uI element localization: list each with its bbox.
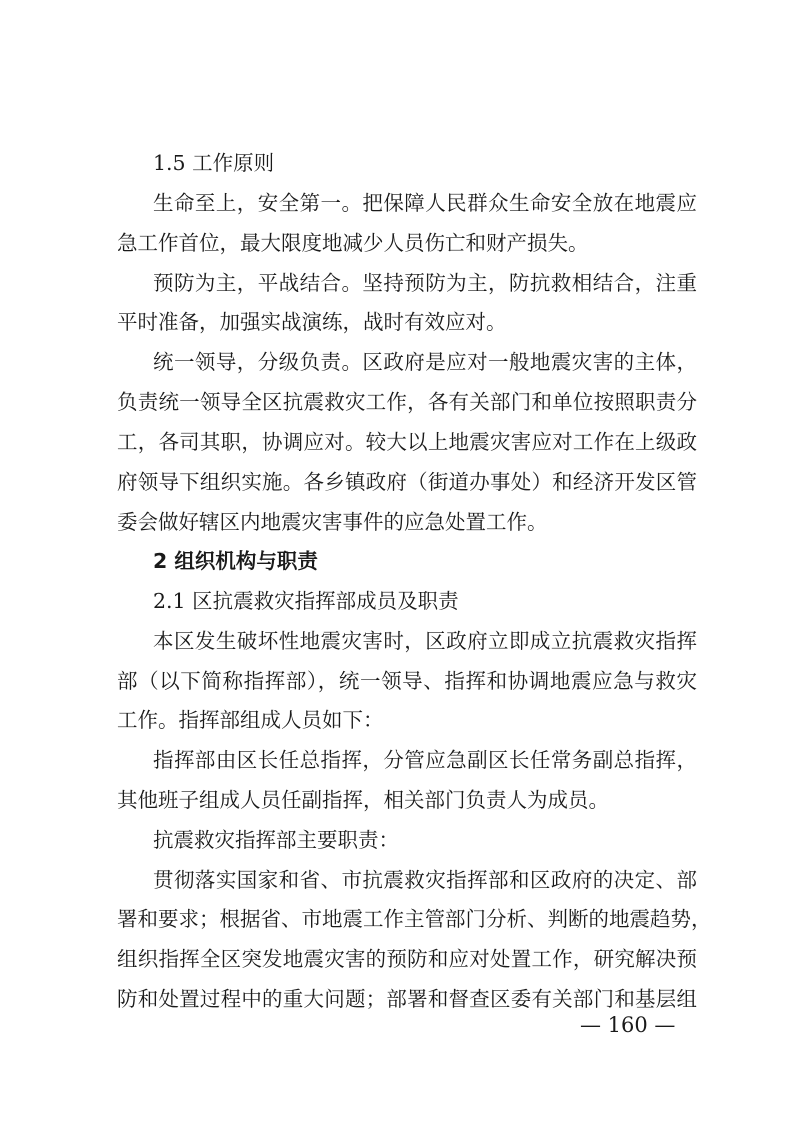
paragraph-line: 生命至上，安全第一。把保障人民群众生命安全放在地震应 (153, 191, 697, 215)
paragraph-line: 部（以下简称指挥部），统一领导、指挥和协调地震应急与救灾 (117, 669, 697, 693)
paragraph-line: 急工作首位，最大限度地减少人员伤亡和财产损失。 (117, 231, 589, 255)
paragraph-line: 府领导下组织实施。各乡镇政府（街道办事处）和经济开发区管 (117, 470, 697, 494)
paragraph-line: 平时准备，加强实战演练，战时有效应对。 (117, 310, 507, 334)
paragraph-line: 工，各司其职，协调应对。较大以上地震灾害应对工作在上级政 (117, 430, 697, 454)
paragraph-line: 防和处置过程中的重大问题；部署和督查区委有关部门和基层组 (117, 987, 697, 1011)
paragraph-line: 预防为主，平战结合。坚持预防为主，防抗救相结合，注重 (153, 271, 697, 295)
paragraph-line: 统一领导，分级负责。区政府是应对一般地震灾害的主体， (153, 350, 697, 374)
paragraph-line: 本区发生破坏性地震灾害时，区政府立即成立抗震救灾指挥 (153, 629, 697, 653)
paragraph-line: 组织指挥全区突发地震灾害的预防和应对处置工作，研究解决预 (117, 947, 697, 971)
page-number: — 160 — (580, 1013, 676, 1037)
paragraph-line: 委会做好辖区内地震灾害事件的应急处置工作。 (117, 510, 548, 534)
paragraph-line: 负责统一领导全区抗震救灾工作，各有关部门和单位按照职责分 (117, 390, 697, 414)
section-heading-2: 2 组织机构与职责 (153, 549, 318, 573)
paragraph-line: 工作。指挥部组成人员如下： (117, 708, 384, 732)
section-heading-1-5: 1.5 工作原则 (153, 151, 275, 175)
section-heading-2-1: 2.1 区抗震救灾指挥部成员及职责 (153, 589, 459, 613)
paragraph-line: 抗震救灾指挥部主要职责： (153, 828, 399, 852)
paragraph-line: 指挥部由区长任总指挥，分管应急副区长任常务副总指挥， (153, 748, 697, 772)
paragraph-line: 署和要求；根据省、市地震工作主管部门分析、判断的地震趋势， (117, 907, 712, 931)
paragraph-line: 贯彻落实国家和省、市抗震救灾指挥部和区政府的决定、部 (153, 868, 697, 892)
paragraph-line: 其他班子组成人员任副指挥，相关部门负责人为成员。 (117, 788, 609, 812)
